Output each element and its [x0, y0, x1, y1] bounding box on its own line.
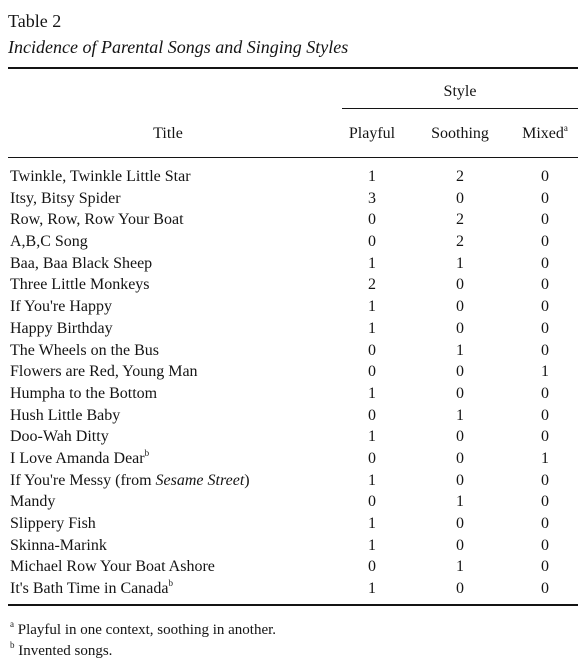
table-row	[0, 405, 586, 427]
footnote-marker: a	[10, 619, 14, 629]
table-row	[0, 513, 586, 535]
song-title-text: Happy Birthday	[10, 319, 113, 337]
song-title-text: Baa, Baa Black Sheep	[10, 254, 153, 272]
count-soothing: 0	[456, 298, 464, 316]
song-title-text: Itsy, Bitsy Spider	[10, 189, 121, 207]
column-header-playful: Playful	[348, 125, 396, 142]
table-row	[0, 253, 586, 275]
count-playful: 1	[368, 471, 376, 489]
count-mixed: 0	[541, 428, 549, 446]
count-soothing: 2	[456, 168, 464, 185]
song-title	[10, 166, 191, 187]
song-title-text: Skinna-Marink	[10, 536, 107, 554]
count-mixed: 0	[541, 211, 549, 229]
count-mixed: 0	[541, 536, 549, 554]
count-soothing: 1	[456, 406, 464, 424]
table-row	[0, 318, 586, 340]
song-title-text: I Love Amanda Dear	[10, 449, 145, 467]
count-mixed: 1	[541, 363, 549, 381]
count-playful: 1	[368, 254, 376, 272]
count-playful: 1	[368, 168, 376, 185]
table-row	[0, 188, 586, 210]
table-row	[0, 448, 586, 470]
count-soothing: 0	[456, 319, 464, 337]
song-title-text: Humpha to the Bottom	[10, 384, 158, 402]
count-mixed: 0	[541, 189, 549, 207]
song-title	[10, 491, 55, 512]
count-soothing: 0	[456, 536, 464, 554]
count-soothing: 1	[456, 558, 464, 576]
table-row	[0, 383, 586, 405]
count-soothing: 0	[456, 363, 464, 381]
song-title	[10, 556, 215, 577]
song-title	[10, 513, 96, 534]
count-playful: 0	[368, 406, 376, 424]
count-playful: 1	[368, 536, 376, 554]
table-row	[0, 166, 586, 188]
song-title	[10, 188, 121, 209]
count-playful: 0	[368, 449, 376, 467]
table-body	[0, 166, 586, 600]
count-mixed: 0	[541, 298, 549, 316]
song-title-text: A,B,C Song	[10, 233, 88, 251]
count-mixed: 0	[541, 406, 549, 424]
count-mixed: 0	[541, 580, 549, 598]
count-playful: 0	[368, 493, 376, 511]
table-row	[0, 578, 586, 600]
footnote-text: Invented songs.	[14, 643, 113, 659]
count-soothing: 2	[456, 211, 464, 229]
count-soothing: 0	[456, 449, 464, 467]
song-title-text: Row, Row, Row Your Boat	[10, 211, 184, 229]
song-title	[10, 209, 184, 230]
song-title	[10, 361, 198, 382]
table-row	[0, 426, 586, 448]
column-header-mixed	[510, 124, 580, 144]
count-mixed: 0	[541, 515, 549, 532]
song-title	[10, 253, 152, 274]
column-header-title: Title	[153, 125, 183, 142]
song-title-italic: Sesame Street	[155, 471, 245, 489]
spanner-rule	[342, 108, 578, 109]
count-soothing: 2	[456, 233, 464, 251]
count-mixed: 0	[541, 254, 549, 272]
song-title-text: Flowers are Red, Young Man	[10, 363, 198, 381]
count-mixed: 0	[541, 233, 549, 251]
count-soothing: 0	[456, 276, 464, 294]
song-title	[10, 296, 112, 317]
song-title-text: It's Bath Time in Canada	[10, 580, 169, 598]
count-soothing: 0	[456, 515, 464, 532]
top-rule	[8, 67, 578, 69]
count-playful: 0	[368, 211, 376, 229]
song-title	[10, 448, 149, 469]
footnote-text: Playful in one context, soothing in another.	[14, 622, 277, 638]
count-soothing: 1	[456, 493, 464, 511]
table-row	[0, 491, 586, 513]
count-soothing: 0	[456, 384, 464, 402]
song-title-text: If You're Messy (from	[10, 471, 156, 489]
count-soothing: 0	[456, 580, 464, 598]
count-playful: 1	[368, 384, 376, 402]
count-soothing: 1	[456, 254, 464, 272]
count-soothing: 1	[456, 341, 464, 359]
song-title	[10, 231, 88, 252]
table-row	[0, 209, 586, 231]
count-playful: 0	[368, 341, 376, 359]
table-label: Table 2	[8, 11, 62, 31]
count-playful: 0	[368, 363, 376, 381]
song-title	[10, 470, 250, 491]
count-playful: 1	[368, 515, 376, 532]
song-title-text: Mandy	[10, 493, 56, 511]
count-playful: 2	[368, 276, 376, 294]
table-row	[0, 340, 586, 362]
song-title-text: Doo-Wah Ditty	[10, 428, 109, 446]
table-row	[0, 535, 586, 557]
song-title	[10, 405, 120, 426]
spanner-header-style: Style	[443, 83, 477, 100]
song-title-text: Three Little Monkeys	[10, 276, 150, 294]
table-row	[0, 556, 586, 578]
count-mixed: 0	[541, 168, 549, 185]
song-title	[10, 318, 113, 339]
song-title-text: Slippery Fish	[10, 515, 96, 532]
song-title	[10, 578, 173, 599]
table-caption: Incidence of Parental Songs and Singing Styles	[8, 37, 349, 57]
count-mixed: 0	[541, 319, 549, 337]
table-row	[0, 470, 586, 492]
table-row	[0, 361, 586, 383]
count-playful: 0	[368, 558, 376, 576]
count-playful: 1	[368, 428, 376, 446]
count-mixed: 0	[541, 558, 549, 576]
song-title-text: Twinkle, Twinkle Little Star	[10, 168, 191, 185]
song-title	[10, 426, 109, 447]
song-title-text: Michael Row Your Boat Ashore	[10, 558, 215, 576]
footnote-a	[10, 621, 276, 639]
footnote-marker: b	[10, 640, 15, 650]
header-rule	[8, 157, 578, 158]
count-playful: 1	[368, 580, 376, 598]
count-mixed: 0	[541, 384, 549, 402]
song-title	[10, 340, 159, 361]
footnote-marker: b	[144, 447, 150, 458]
count-soothing: 0	[456, 428, 464, 446]
table-row	[0, 296, 586, 318]
count-soothing: 0	[456, 471, 464, 489]
song-title-text: The Wheels on the Bus	[10, 341, 160, 359]
count-mixed: 0	[541, 471, 549, 489]
count-playful: 1	[368, 298, 376, 316]
bottom-rule	[8, 604, 578, 606]
song-title	[10, 535, 107, 556]
column-header-soothing: Soothing	[431, 125, 489, 142]
song-title-suffix: )	[244, 471, 250, 489]
column-header-mixed-label: Mixed	[522, 125, 564, 142]
count-playful: 3	[368, 189, 376, 207]
count-mixed: 0	[541, 341, 549, 359]
table-row	[0, 274, 586, 296]
table-row	[0, 231, 586, 253]
count-playful: 1	[368, 319, 376, 337]
footnote-marker: b	[168, 578, 173, 589]
footnote-b	[10, 642, 112, 660]
song-title-text: If You're Happy	[10, 298, 112, 316]
count-mixed: 0	[541, 276, 549, 294]
count-playful: 0	[368, 233, 376, 251]
count-mixed: 0	[541, 493, 549, 511]
count-soothing: 0	[456, 189, 464, 207]
song-title	[10, 383, 157, 404]
song-title	[10, 274, 150, 295]
song-title-text: Hush Little Baby	[10, 406, 121, 424]
count-mixed: 1	[541, 449, 549, 467]
footnote-marker: a	[563, 123, 568, 133]
